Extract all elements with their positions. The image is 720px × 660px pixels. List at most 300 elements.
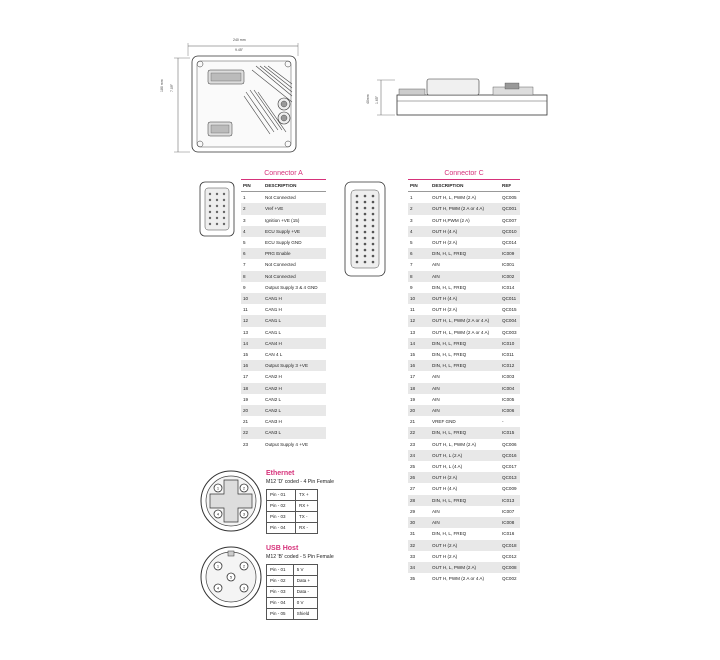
- svg-text:4: 4: [216, 585, 220, 591]
- table-cell: QC013: [500, 472, 520, 483]
- table-cell: OUT H, L, PWM (2 A): [432, 195, 477, 201]
- table-cell: 2: [241, 203, 263, 214]
- svg-text:1: 1: [216, 563, 220, 569]
- table-cell: AIN: [430, 383, 500, 394]
- column-header: REF: [500, 180, 520, 192]
- connector-pin: [364, 195, 367, 198]
- table-row: [241, 215, 326, 226]
- table-cell: AIN: [430, 517, 500, 528]
- table-cell: Data +: [293, 576, 317, 587]
- table-row: [408, 226, 520, 237]
- table-cell: OUT H,PWM (2 A): [432, 217, 470, 223]
- table-cell: VREF GND: [432, 419, 456, 425]
- table-cell: DIN, H, L, FREQ: [430, 248, 500, 259]
- table-cell: IC012: [500, 360, 520, 371]
- table-cell: 10: [408, 293, 430, 304]
- table-cell: CAN3 L: [263, 427, 326, 438]
- connector-pin: [356, 243, 359, 246]
- table-cell: IC009: [500, 248, 520, 259]
- connector-pin: [372, 255, 375, 258]
- table-cell: Pin - 05: [267, 609, 294, 620]
- table-row: [241, 203, 326, 214]
- table-cell: 16: [241, 360, 263, 371]
- table-row: [408, 248, 520, 259]
- connector-c-title: Connector C: [444, 170, 484, 177]
- table-row: [241, 248, 326, 259]
- table-cell: Output Supply 3 +VE: [263, 360, 326, 371]
- table-cell: OUT H, L, PWM (2 A): [432, 441, 477, 447]
- table-row: [241, 360, 326, 371]
- table-cell: QC018: [500, 540, 520, 551]
- table-cell: RX -: [295, 523, 317, 534]
- table-row: [241, 439, 326, 450]
- table-cell: QC005: [502, 195, 517, 201]
- table-cell: 5: [410, 240, 413, 246]
- table-cell: DIN, H, L, FREQ: [432, 531, 467, 537]
- table-cell: OUT H (4 A): [430, 293, 500, 304]
- connector-c-table: [408, 180, 520, 584]
- connector-pin: [372, 237, 375, 240]
- table-row: [241, 416, 326, 427]
- table-cell: OUT H, L (2 A): [430, 450, 500, 461]
- table-cell: 8: [408, 271, 430, 282]
- table-row: [408, 416, 520, 427]
- table-row: [408, 237, 520, 248]
- table-cell: OUT H, L, PWM (2 A or 4 A): [430, 315, 500, 326]
- svg-text:5: 5: [229, 574, 233, 580]
- connector-pin: [372, 207, 375, 210]
- table-cell: AIN: [432, 374, 440, 380]
- table-cell: 12: [408, 315, 430, 326]
- table-row: [408, 271, 520, 282]
- table-cell: QC001: [500, 203, 520, 214]
- table-cell: CAN1 L: [263, 315, 326, 326]
- svg-text:3: 3: [242, 511, 246, 517]
- table-cell: 15: [243, 352, 249, 358]
- table-row: [408, 450, 520, 461]
- connector-pin: [356, 213, 359, 216]
- table-row: [408, 517, 520, 528]
- table-cell: 6: [408, 248, 430, 259]
- table-row: [267, 501, 318, 512]
- table-cell: QC012: [502, 553, 517, 559]
- connector-pin: [372, 213, 375, 216]
- svg-text:1: 1: [216, 485, 220, 491]
- table-row: [408, 506, 520, 517]
- connector-pin: [356, 195, 359, 198]
- table-cell: 26: [408, 472, 430, 483]
- table-cell: Pin - 04: [267, 598, 294, 609]
- table-cell: 19: [410, 396, 416, 402]
- table-cell: 27: [410, 486, 416, 492]
- front-view-drawing: [160, 30, 330, 160]
- table-cell: OUT H (4 A): [432, 486, 458, 492]
- table-cell: Pin - 01: [267, 565, 294, 576]
- table-row: [267, 576, 318, 587]
- side-view-drawing: [365, 65, 555, 125]
- table-cell: OUT H, PWM (2 A or 4 A): [430, 203, 500, 214]
- table-row: [241, 405, 326, 416]
- connector-a-title: Connector A: [264, 170, 303, 177]
- table-row: [267, 523, 318, 534]
- table-cell: 19: [243, 396, 249, 402]
- table-row: [408, 259, 520, 270]
- table-row: [408, 540, 520, 551]
- table-cell: 15: [410, 352, 416, 358]
- table-cell: IC011: [502, 352, 514, 358]
- table-cell: DIN, H, L, FREQ: [430, 338, 500, 349]
- table-cell: 12: [241, 315, 263, 326]
- table-row: [408, 327, 520, 338]
- table-cell: PRG Enable: [263, 248, 326, 259]
- connector-pin: [364, 207, 367, 210]
- table-cell: AIN: [432, 508, 440, 514]
- table-cell: 18: [241, 383, 263, 394]
- table-row: [408, 203, 520, 214]
- table-cell: 23: [410, 441, 416, 447]
- connector-pin: [372, 261, 375, 264]
- table-cell: 1: [243, 195, 246, 201]
- svg-text:3: 3: [242, 585, 246, 591]
- table-cell: OUT H, PWM (2 A or 4 A): [432, 576, 484, 582]
- table-cell: OUT H, L (4 A): [432, 464, 463, 470]
- connector-a-table: [241, 180, 326, 450]
- table-cell: Pin - 03: [267, 587, 294, 598]
- column-header: DESCRIPTION: [263, 180, 326, 192]
- usb-host-description: M12 'B' coded - 5 Pin Female: [266, 554, 334, 560]
- connector-pin: [364, 201, 367, 204]
- table-row: [408, 405, 520, 416]
- connector-pin: [372, 219, 375, 222]
- svg-text:4: 4: [216, 511, 220, 517]
- table-cell: Not Connected: [265, 262, 296, 268]
- table-cell: TX -: [295, 512, 317, 523]
- connector-pin: [372, 249, 375, 252]
- table-cell: Pin - 04: [267, 523, 296, 534]
- table-cell: QC007: [502, 217, 517, 223]
- table-cell: OUT H (2 A): [432, 553, 458, 559]
- table-cell: IC008: [500, 517, 520, 528]
- ethernet-pin-table: [266, 489, 318, 534]
- table-cell: 5 V: [293, 565, 317, 576]
- table-cell: OUT H (2 A): [430, 540, 500, 551]
- front-height-in: 7.09": [170, 83, 174, 92]
- connector-pin: [372, 231, 375, 234]
- table-cell: 1: [410, 195, 413, 201]
- table-cell: 24: [408, 450, 430, 461]
- table-cell: 4: [241, 226, 263, 237]
- table-cell: 5: [243, 240, 246, 246]
- table-cell: DIN, H, L, FREQ: [430, 427, 500, 438]
- table-row: [408, 338, 520, 349]
- table-cell: OUT H, L, PWM (2 A): [430, 562, 500, 573]
- table-cell: QC004: [500, 315, 520, 326]
- table-cell: TX +: [295, 490, 317, 501]
- connector-pin: [372, 201, 375, 204]
- table-row: [408, 315, 520, 326]
- table-row: [408, 483, 520, 494]
- table-cell: IC013: [500, 495, 520, 506]
- table-cell: CAN2 H: [265, 374, 282, 380]
- table-cell: IC001: [502, 262, 515, 268]
- table-cell: DIN, H, L, FREQ: [432, 284, 467, 290]
- table-row: [408, 349, 520, 360]
- ethernet-connector-drawing: [198, 468, 264, 534]
- table-row: [241, 427, 326, 438]
- table-row: [241, 327, 326, 338]
- table-cell: DIN, H, L, FREQ: [432, 352, 467, 358]
- table-row: [408, 439, 520, 450]
- table-row: [408, 528, 520, 539]
- table-cell: 28: [408, 495, 430, 506]
- table-cell: OUT H (2 A): [432, 307, 458, 313]
- table-cell: Output Supply 3 & 4 GND: [265, 284, 318, 290]
- table-cell: 10: [241, 293, 263, 304]
- table-row: [241, 394, 326, 405]
- table-row: [241, 349, 326, 360]
- table-cell: QC006: [502, 441, 517, 447]
- connector-pin: [372, 195, 375, 198]
- table-cell: 0 V: [293, 598, 317, 609]
- table-row: [267, 587, 318, 598]
- table-cell: 14: [241, 338, 263, 349]
- table-row: [408, 461, 520, 472]
- table-row: [267, 609, 318, 620]
- svg-text:2: 2: [242, 485, 246, 491]
- table-cell: ECU Supply +VE: [263, 226, 326, 237]
- table-cell: 21: [243, 419, 249, 425]
- connector-pin: [356, 219, 359, 222]
- connector-pin: [364, 237, 367, 240]
- front-width-in: 9.45": [235, 48, 244, 52]
- table-cell: QC017: [502, 464, 517, 470]
- column-header: DESCRIPTION: [430, 180, 500, 192]
- table-cell: CAN1 H: [263, 293, 326, 304]
- table-cell: IC015: [500, 427, 520, 438]
- table-cell: CAN1 H: [265, 307, 282, 313]
- table-cell: CAN3 H: [265, 419, 282, 425]
- connector-pin: [372, 225, 375, 228]
- table-cell: 4: [408, 226, 430, 237]
- table-row: [267, 512, 318, 523]
- table-cell: CAN4 H: [263, 338, 326, 349]
- table-cell: QC014: [502, 240, 517, 246]
- table-cell: 30: [408, 517, 430, 528]
- table-cell: 35: [410, 576, 416, 582]
- connector-pin: [364, 219, 367, 222]
- table-cell: AIN: [432, 396, 440, 402]
- table-cell: 7: [243, 262, 246, 268]
- table-cell: AIN: [430, 405, 500, 416]
- side-height-mm: 40mm: [366, 94, 370, 104]
- table-row: [241, 371, 326, 382]
- table-cell: 8: [241, 271, 263, 282]
- table-row: [241, 282, 326, 293]
- table-cell: 7: [410, 262, 413, 268]
- table-cell: 22: [408, 427, 430, 438]
- table-row: [267, 565, 318, 576]
- table-cell: 11: [410, 307, 415, 313]
- table-cell: 6: [241, 248, 263, 259]
- table-cell: 3: [410, 217, 413, 223]
- front-width-mm: 240 mm: [233, 38, 246, 42]
- table-row: [408, 304, 520, 315]
- table-row: [241, 293, 326, 304]
- table-cell: CAN1 L: [265, 329, 282, 335]
- front-height-mm: 180 mm: [160, 79, 164, 92]
- table-cell: DIN, H, L, FREQ: [430, 495, 500, 506]
- table-cell: Pin - 01: [267, 490, 296, 501]
- connector-pin: [356, 255, 359, 258]
- table-cell: 22: [241, 427, 263, 438]
- connector-pin: [356, 231, 359, 234]
- table-cell: 9: [243, 284, 246, 290]
- table-row: [408, 551, 520, 562]
- table-cell: 17: [410, 374, 416, 380]
- table-row: [408, 282, 520, 293]
- table-cell: QC008: [500, 562, 520, 573]
- table-cell: 31: [410, 531, 416, 537]
- table-cell: DIN, H, L, FREQ: [430, 360, 500, 371]
- ethernet-title: Ethernet: [266, 470, 295, 477]
- table-cell: IC006: [500, 405, 520, 416]
- table-row: [408, 383, 520, 394]
- side-height-in: 1.65": [375, 95, 379, 104]
- table-row: [241, 304, 326, 315]
- table-cell: Data -: [293, 587, 317, 598]
- table-cell: CAN2 H: [263, 383, 326, 394]
- table-cell: 13: [243, 329, 249, 335]
- table-cell: 21: [410, 419, 416, 425]
- usb-host-title: USB Host: [266, 545, 299, 552]
- table-cell: 25: [410, 464, 416, 470]
- table-row: [408, 293, 520, 304]
- table-cell: Ignition +VE (15): [265, 217, 300, 223]
- table-cell: 29: [410, 508, 416, 514]
- table-row: [408, 472, 520, 483]
- connector-pin: [364, 225, 367, 228]
- table-cell: IC014: [502, 284, 515, 290]
- usb-host-connector-drawing: [198, 544, 264, 610]
- table-cell: OUT H (2 A): [430, 472, 500, 483]
- usb-host-pin-table: [266, 564, 318, 620]
- table-cell: CAN 4 L: [265, 352, 283, 358]
- table-row: [408, 360, 520, 371]
- table-row: [408, 495, 520, 506]
- table-cell: IC007: [502, 508, 515, 514]
- table-row: [241, 226, 326, 237]
- table-row: [241, 237, 326, 248]
- table-cell: 34: [408, 562, 430, 573]
- connector-pin: [356, 225, 359, 228]
- table-cell: 33: [410, 553, 416, 559]
- table-row: [408, 371, 520, 382]
- table-cell: RX +: [295, 501, 317, 512]
- table-cell: IC002: [500, 271, 520, 282]
- table-cell: Shield: [293, 609, 317, 620]
- table-cell: IC003: [502, 374, 515, 380]
- table-cell: AIN: [432, 262, 440, 268]
- connector-c-drawing: [342, 180, 392, 280]
- table-cell: OUT H (4 A): [430, 226, 500, 237]
- table-row: [241, 259, 326, 270]
- column-header: PIN: [408, 180, 430, 192]
- table-cell: QC002: [502, 576, 517, 582]
- table-cell: 14: [408, 338, 430, 349]
- ethernet-description: M12 'D' coded - 4 Pin Female: [266, 479, 335, 485]
- table-cell: IC010: [500, 338, 520, 349]
- table-row: [241, 315, 326, 326]
- table-cell: QC016: [500, 450, 520, 461]
- table-cell: -: [502, 419, 504, 425]
- table-row: [408, 192, 520, 204]
- connector-pin: [356, 261, 359, 264]
- table-cell: 23: [243, 441, 249, 447]
- table-cell: 18: [408, 383, 430, 394]
- svg-text:2: 2: [242, 563, 246, 569]
- table-cell: Pin - 03: [267, 512, 296, 523]
- connector-a-drawing: [198, 180, 238, 240]
- table-cell: IC016: [502, 531, 515, 537]
- connector-pin: [356, 207, 359, 210]
- table-cell: 2: [408, 203, 430, 214]
- table-cell: QC010: [500, 226, 520, 237]
- table-cell: OUT H, L, PWM (2 A or 4 A): [432, 329, 490, 335]
- table-row: [241, 338, 326, 349]
- table-row: [408, 394, 520, 405]
- table-cell: Output Supply 4 +VE: [265, 441, 309, 447]
- connector-pin: [364, 243, 367, 246]
- table-cell: Pin - 02: [267, 501, 296, 512]
- table-cell: 32: [408, 540, 430, 551]
- table-cell: QC015: [502, 307, 517, 313]
- table-cell: 20: [241, 405, 263, 416]
- connector-pin: [356, 249, 359, 252]
- table-cell: IC004: [500, 383, 520, 394]
- table-cell: AIN: [430, 271, 500, 282]
- table-cell: 16: [408, 360, 430, 371]
- table-cell: CAN2 L: [265, 396, 282, 402]
- table-row: [408, 215, 520, 226]
- table-row: [267, 598, 318, 609]
- table-row: [241, 383, 326, 394]
- table-row: [241, 192, 326, 204]
- table-cell: 3: [243, 217, 246, 223]
- connector-pin: [356, 201, 359, 204]
- connector-pin: [364, 231, 367, 234]
- column-header: PIN: [241, 180, 263, 192]
- table-cell: QC011: [500, 293, 520, 304]
- connector-pin: [356, 237, 359, 240]
- connector-pin: [372, 243, 375, 246]
- table-cell: 17: [243, 374, 249, 380]
- table-cell: QC003: [502, 329, 517, 335]
- connector-pin: [364, 261, 367, 264]
- table-row: [408, 427, 520, 438]
- table-cell: 11: [243, 307, 248, 313]
- table-cell: ECU Supply GND: [265, 240, 302, 246]
- table-cell: Not Connected: [265, 195, 296, 201]
- connector-pin: [364, 255, 367, 258]
- table-row: [408, 573, 520, 584]
- table-cell: Not Connected: [263, 271, 326, 282]
- table-cell: 9: [410, 284, 413, 290]
- connector-pin: [364, 249, 367, 252]
- table-cell: CAN2 L: [263, 405, 326, 416]
- connector-pin: [364, 213, 367, 216]
- table-cell: QC009: [502, 486, 517, 492]
- table-cell: 13: [410, 329, 416, 335]
